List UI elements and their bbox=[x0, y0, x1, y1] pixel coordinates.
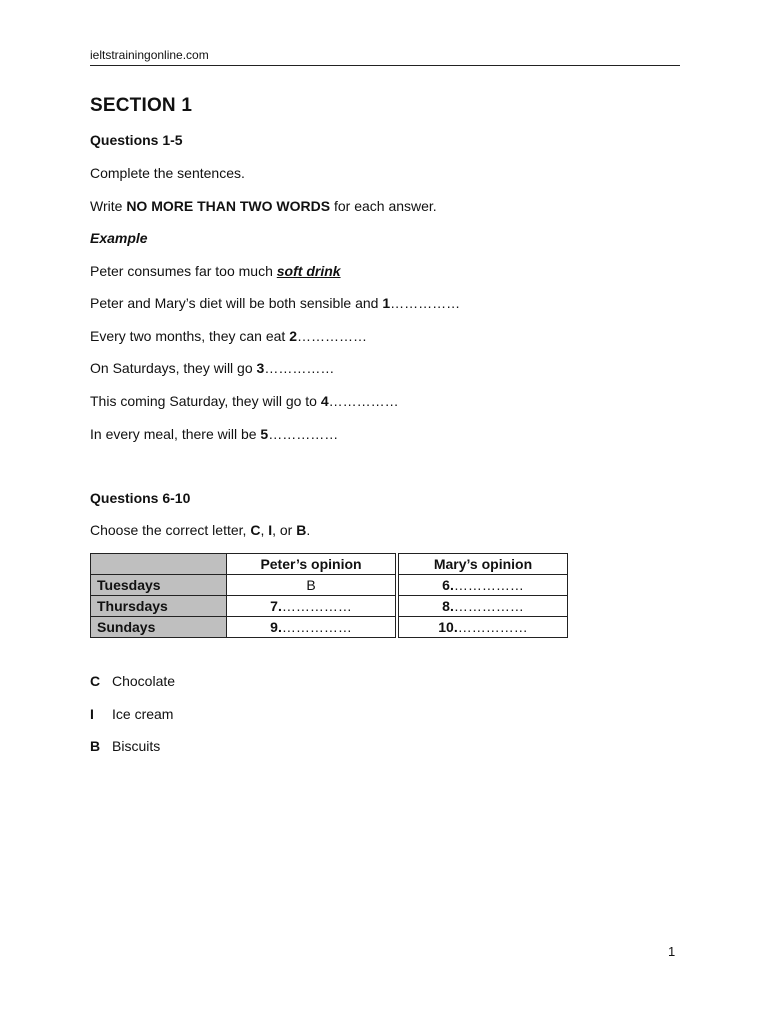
option-label: Biscuits bbox=[112, 738, 161, 754]
answer-blank: …………… bbox=[281, 598, 352, 614]
answer-blank: …………… bbox=[281, 619, 352, 635]
example-answer: soft drink bbox=[276, 263, 341, 279]
answer-blank: …………… bbox=[453, 598, 524, 614]
row-header-tuesdays: Tuesdays bbox=[91, 575, 227, 596]
instruction-choose-letter bbox=[90, 522, 310, 538]
page-number: 1 bbox=[668, 944, 676, 959]
question-number: 5 bbox=[260, 426, 269, 442]
option-chocolate bbox=[90, 673, 175, 689]
cell-mary-thursdays bbox=[399, 596, 568, 617]
table-row bbox=[91, 575, 568, 596]
column-header-mary: Mary’s opinion bbox=[399, 554, 568, 575]
answer-blank: …………… bbox=[390, 295, 461, 311]
cell-value: B bbox=[306, 577, 316, 593]
question-number: 8. bbox=[442, 598, 454, 614]
option-label: Ice cream bbox=[112, 706, 174, 722]
separator: , bbox=[260, 522, 269, 538]
site-header bbox=[90, 47, 680, 66]
instruction-word-limit bbox=[90, 198, 437, 214]
table-header-row bbox=[91, 554, 568, 575]
question-text: In every meal, there will be bbox=[90, 426, 261, 442]
row-header-sundays: Sundays bbox=[91, 617, 227, 638]
question-number: 9. bbox=[270, 619, 282, 635]
cell-peter-sundays bbox=[227, 617, 396, 638]
option-letter: I bbox=[90, 706, 94, 722]
example-text: Peter consumes far too much bbox=[90, 263, 277, 279]
question-2 bbox=[90, 328, 367, 344]
instruction-text: Write bbox=[90, 198, 127, 214]
cell-peter-thursdays bbox=[227, 596, 396, 617]
option-letter-i: I bbox=[268, 522, 273, 538]
question-1 bbox=[90, 295, 460, 311]
instruction-complete: Complete the sentences. bbox=[90, 165, 245, 181]
option-letter-b: B bbox=[296, 522, 307, 538]
row-header-thursdays: Thursdays bbox=[91, 596, 227, 617]
example-sentence bbox=[90, 263, 341, 279]
question-number: 6. bbox=[442, 577, 454, 593]
table-row bbox=[91, 596, 568, 617]
table-row bbox=[91, 617, 568, 638]
example-label: Example bbox=[90, 230, 148, 246]
question-text: On Saturdays, they will go bbox=[90, 360, 257, 376]
option-letter-c: C bbox=[250, 522, 261, 538]
separator: , or bbox=[272, 522, 297, 538]
opinions-table bbox=[90, 553, 568, 638]
instruction-emphasis: NO MORE THAN TWO WORDS bbox=[126, 198, 331, 214]
question-4 bbox=[90, 393, 399, 409]
question-text: This coming Saturday, they will go to bbox=[90, 393, 321, 409]
site-url: ieltstrainingonline.com bbox=[90, 48, 209, 62]
section-title: SECTION 1 bbox=[90, 95, 193, 116]
question-number: 1 bbox=[382, 295, 391, 311]
cell-mary-sundays bbox=[399, 617, 568, 638]
instruction-text: for each answer. bbox=[330, 198, 437, 214]
question-3 bbox=[90, 360, 334, 376]
questions-6-10-heading: Questions 6-10 bbox=[90, 490, 191, 506]
cell-mary-tuesdays bbox=[399, 575, 568, 596]
question-5 bbox=[90, 426, 338, 442]
option-letter: C bbox=[90, 673, 101, 689]
answer-blank: …………… bbox=[453, 577, 524, 593]
option-ice-cream bbox=[90, 706, 173, 722]
question-text: Peter and Mary’s diet will be both sensible and bbox=[90, 295, 383, 311]
answer-blank: …………… bbox=[268, 426, 339, 442]
table-corner-cell bbox=[91, 554, 227, 575]
column-header-peter: Peter’s opinion bbox=[227, 554, 396, 575]
option-letter: B bbox=[90, 738, 101, 754]
answer-blank: …………… bbox=[297, 328, 368, 344]
answer-blank: …………… bbox=[328, 393, 399, 409]
questions-1-5-heading: Questions 1-5 bbox=[90, 132, 183, 148]
question-number: 4 bbox=[320, 393, 329, 409]
instruction-text: Choose the correct letter, bbox=[90, 522, 251, 538]
question-number: 7. bbox=[270, 598, 282, 614]
option-label: Chocolate bbox=[112, 673, 176, 689]
question-text: Every two months, they can eat bbox=[90, 328, 290, 344]
question-number: 2 bbox=[289, 328, 298, 344]
option-biscuits bbox=[90, 738, 160, 754]
answer-blank: …………… bbox=[264, 360, 335, 376]
question-number: 10. bbox=[438, 619, 458, 635]
answer-blank: …………… bbox=[457, 619, 528, 635]
instruction-text: . bbox=[306, 522, 311, 538]
question-number: 3 bbox=[256, 360, 265, 376]
cell-peter-tuesdays bbox=[227, 575, 396, 596]
